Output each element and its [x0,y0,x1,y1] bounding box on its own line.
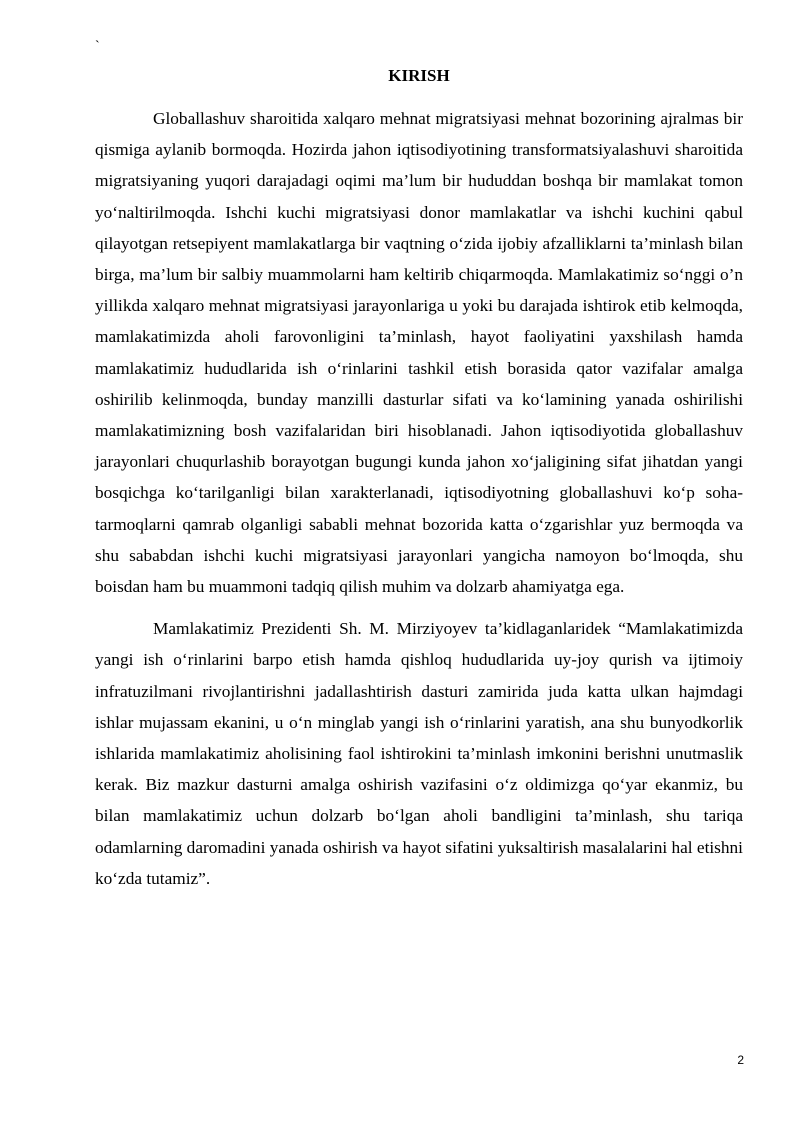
body-text [95,103,743,894]
paragraph-president-quote: Mamlakatimiz Prezidenti Sh. M. Mirziyoyev ta’kidlaganlaridek “Mamlakatimizda yangi ish o‘rinlarini barpo etish hamda qishloq hududlarida uy-joy qurish va ijtimoiy infratuzilmani rivojlantirishni jadallashtirish dasturi zamirida juda katta ulkan hajmdagi ishlar mujassam ekanini, u o‘n minglab yangi ish o‘rinlarini yaratish, ana shu bunyodkorlik ishlarida mamlakatimiz aholisining faol ishtirokini ta’minlash imkonini berishni unutmaslik kerak. Biz mazkur dasturni amalga oshirish vazifasini o‘z oldimizga qo‘yar ekanmiz, bu bilan mamlakatimiz uchun dolzarb bo‘lgan aholi bandligini ta’minlash, shu tariqa odamlarning daromadini yanada oshirish va hayot sifatini yuksaltirish masalalarini hal etishni ko‘zda tutamiz”. [95,619,743,888]
page-number: 2 [737,1053,744,1067]
stray-mark: ` [95,39,100,54]
paragraph-introduction: Globallashuv sharoitida xalqaro mehnat migratsiyasi mehnat bozorining ajralmas bir qismiga aylanib bormoqda. Hozirda jahon iqtisodiyotining transformatsiyalashuvi sharoitida migratsiyaning yuqori darajadagi oqimi ma’lum bir hududdan boshqa bir mamlakat tomon yo‘naltirilmoqda. Ishchi kuchi migratsiyasi donor mamlakatlar va ishchi kuchini qabul qilayotgan retsepiyent mamlakatlarga bir vaqtning o‘zida ijobiy afzalliklarni ta’minlash bilan birga, ma’lum bir salbiy muammolarni ham keltirib chiqarmoqda. Mamlakatimiz so‘nggi o’n yillikda xalqaro mehnat migratsiyasi jarayonlariga u yoki bu darajada ishtirok etib kelmoqda, mamlakatimizda aholi farovonligini ta’minlash, hayot faoliyatini yaxshilash hamda mamlakatimiz hududlarida ish o‘rinlarini tashkil etish borasida qator vazifalar amalga oshirilib kelinmoqda, bunday manzilli dasturlar sifati va ko‘lamining yanada oshirilishi mamlakatimizning bosh vazifalaridan biri hisoblanadi. Jahon iqtisodiyotida globallashuv jarayonlari chuqurlashib borayotgan bugungi kunda jahon xo‘jaligining sifat jihatdan yangi bosqichga ko‘tarilganligi bilan xarakterlanadi, iqtisodiyotning globallashuvi ko‘p soha-tarmoqlarni qamrab olganligi sababli mehnat bozorida katta o‘zgarishlar yuz bermoqda va shu sababdan ishchi kuchi migratsiyasi jarayonlari yangicha namoyon bo‘lmoqda, shu boisdan ham bu muammoni tadqiq qilish muhim va dolzarb ahamiyatga ega. [95,109,743,597]
page-title: KIRISH [388,66,450,85]
